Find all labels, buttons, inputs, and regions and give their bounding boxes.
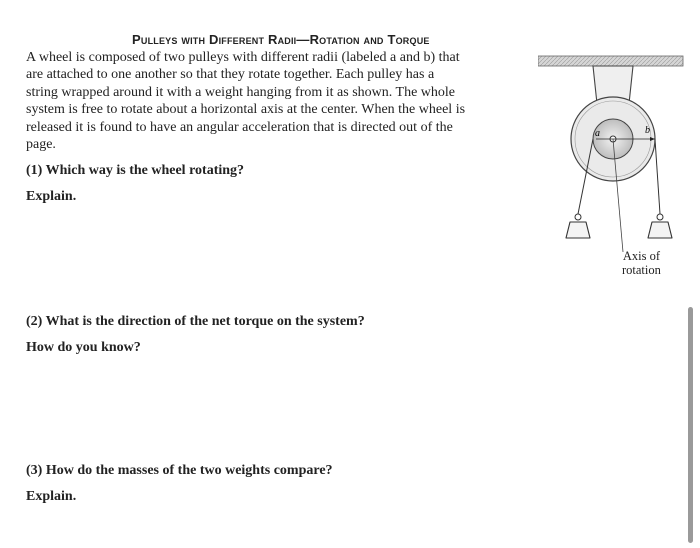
ceiling — [538, 56, 683, 66]
axis-label-line: Axis of — [622, 249, 661, 263]
right-string — [655, 139, 660, 214]
question-2-prompt: How do you know? — [26, 340, 141, 355]
label-a: a — [595, 128, 600, 139]
intro-line: A wheel is composed of two pulleys with different radii (labeled a and b) that — [26, 50, 460, 65]
question-1-prompt: Explain. — [26, 189, 77, 204]
left-weight — [566, 214, 590, 238]
vertical-scrollbar[interactable] — [688, 307, 693, 543]
intro-line: released it is found to have an angular acceleration that is directed out of the — [26, 119, 453, 135]
page-title: Pulleys with Different Radii—Rotation and Torque — [132, 32, 430, 47]
question-3-prompt: Explain. — [26, 489, 77, 504]
pulley-diagram — [538, 52, 688, 252]
question-2: (2) What is the direction of the net torque on the system? — [26, 314, 365, 329]
intro-line: string wrapped around it with a weight hanging from it as shown. The whole — [26, 84, 455, 100]
intro-line: are attached to one another so that they rotate together. Each pulley has a — [26, 67, 435, 83]
intro-line: page. — [26, 137, 56, 153]
axis-of-rotation-label — [622, 249, 661, 277]
question-3: (3) How do the masses of the two weights compare? — [26, 463, 333, 478]
intro-line: system is free to rotate about a horizontal axis at the center. When the wheel is — [26, 102, 466, 118]
right-weight — [648, 214, 672, 238]
label-b: b — [645, 125, 650, 136]
problem-description — [26, 49, 518, 153]
question-1: (1) Which way is the wheel rotating? — [26, 163, 245, 178]
axis-label-line: rotation — [622, 263, 661, 277]
